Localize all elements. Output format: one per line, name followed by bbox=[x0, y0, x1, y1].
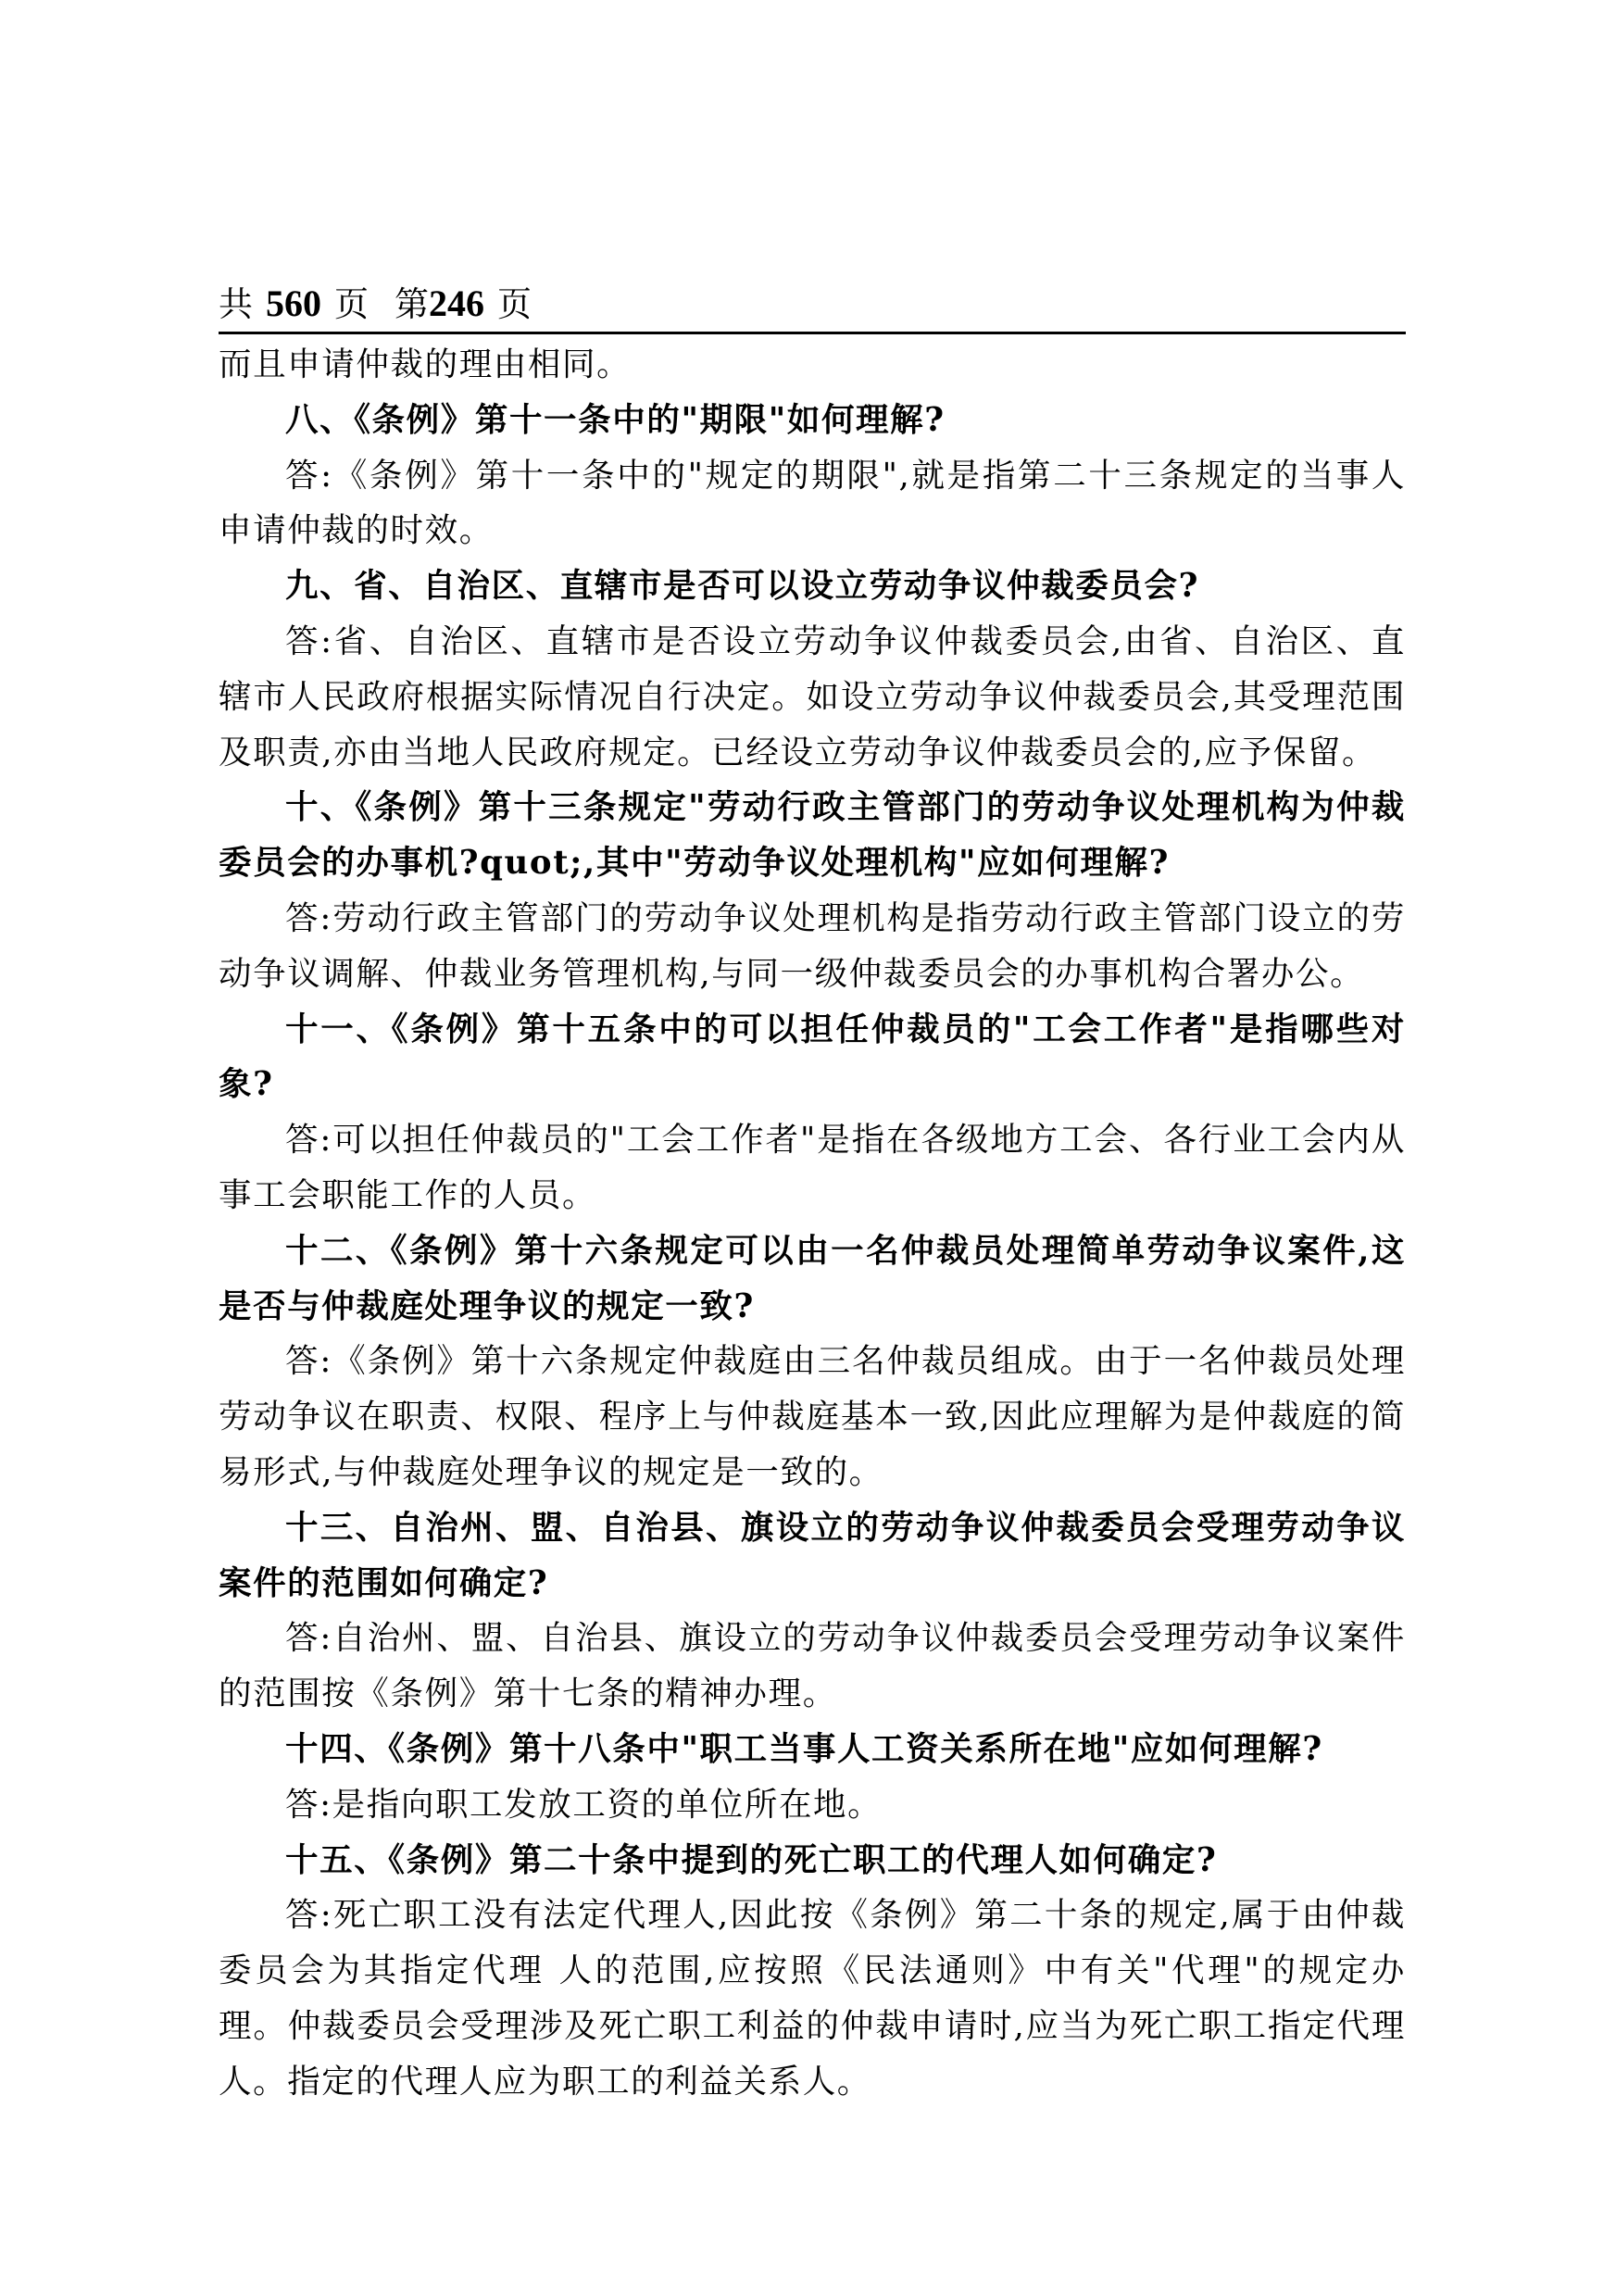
question-heading: 八、《条例》第十一条中的"期限"如何理解? bbox=[285, 400, 946, 439]
answer-paragraph: 答:自治州、盟、自治县、旗设立的劳动争议仲裁委员会受理劳动争议案件的范围按《条例》第十七条的精神办理。 bbox=[219, 1619, 1406, 1713]
question-heading: 十一、《条例》第十五条中的可以担任仲裁员的"工会工作者"是指哪些对象? bbox=[219, 1010, 1406, 1104]
current-page-number: 246 bbox=[429, 282, 484, 324]
answer-paragraph: 答:死亡职工没有法定代理人,因此按《条例》第二十条的规定,属于由仲裁委员会为其指定代理 人的范围,应按照《民法通则》中有关"代理"的规定办理。仲裁委员会受理涉及死亡职工利益的仲裁申请时,应当为死亡职工指定代理人。指定的代理人应为职工的利益关系人。 bbox=[219, 1896, 1406, 2101]
answer-paragraph: 答:劳动行政主管部门的劳动争议处理机构是指劳动行政主管部门设立的劳动争议调解、仲裁业务管理机构,与同一级仲裁委员会的办事机构合署办公。 bbox=[219, 898, 1406, 993]
current-page-prefix: 第 bbox=[395, 284, 429, 324]
total-pages-prefix: 共 bbox=[219, 284, 253, 324]
total-pages-number: 560 bbox=[266, 282, 321, 324]
document-body bbox=[219, 337, 1406, 2110]
answer-paragraph: 答:省、自治区、直辖市是否设立劳动争议仲裁委员会,由省、自治区、直辖市人民政府根据实际情况自行决定。如设立劳动争议仲裁委员会,其受理范围及职责,亦由当地人民政府规定。已经设立劳动争议仲裁委员会的,应予保留。 bbox=[219, 621, 1406, 772]
answer-paragraph: 答:是指向职工发放工资的单位所在地。 bbox=[285, 1785, 883, 1824]
question-heading: 十三、自治州、盟、自治县、旗设立的劳动争议仲裁委员会受理劳动争议案件的范围如何确定? bbox=[219, 1508, 1406, 1602]
current-page-unit: 页 bbox=[497, 284, 532, 324]
question-heading: 十二、《条例》第十六条规定可以由一名仲裁员处理简单劳动争议案件,这是否与仲裁庭处理争议的规定一致? bbox=[219, 1231, 1406, 1325]
answer-paragraph: 答:可以担任仲裁员的"工会工作者"是指在各级地方工会、各行业工会内从事工会职能工作的人员。 bbox=[219, 1121, 1406, 1214]
question-heading: 十四、《条例》第十八条中"职工当事人工资关系所在地"应如何理解? bbox=[285, 1729, 1323, 1768]
question-heading: 十、《条例》第十三条规定"劳动行政主管部门的劳动争议处理机构为仲裁委员会的办事机?quot;,其中"劳动争议处理机构"应如何理解? bbox=[219, 788, 1406, 883]
answer-paragraph: 答:《条例》第十六条规定仲裁庭由三名仲裁员组成。由于一名仲裁员处理劳动争议在职责、权限、程序上与仲裁庭基本一致,因此应理解为是仲裁庭的简易形式,与仲裁庭处理争议的规定是一致的。 bbox=[219, 1342, 1406, 1491]
answer-paragraph: 答:《条例》第十一条中的"规定的期限",就是指第二十三条规定的当事人申请仲裁的时效。 bbox=[219, 456, 1406, 550]
paragraph-continuation: 而且申请仲裁的理由相同。 bbox=[219, 345, 632, 383]
total-pages-unit: 页 bbox=[334, 284, 369, 324]
question-heading: 十五、《条例》第二十条中提到的死亡职工的代理人如何确定? bbox=[285, 1840, 1218, 1879]
page-header bbox=[219, 278, 1406, 334]
question-heading: 九、省、自治区、直辖市是否可以设立劳动争议仲裁委员会? bbox=[285, 567, 1200, 606]
